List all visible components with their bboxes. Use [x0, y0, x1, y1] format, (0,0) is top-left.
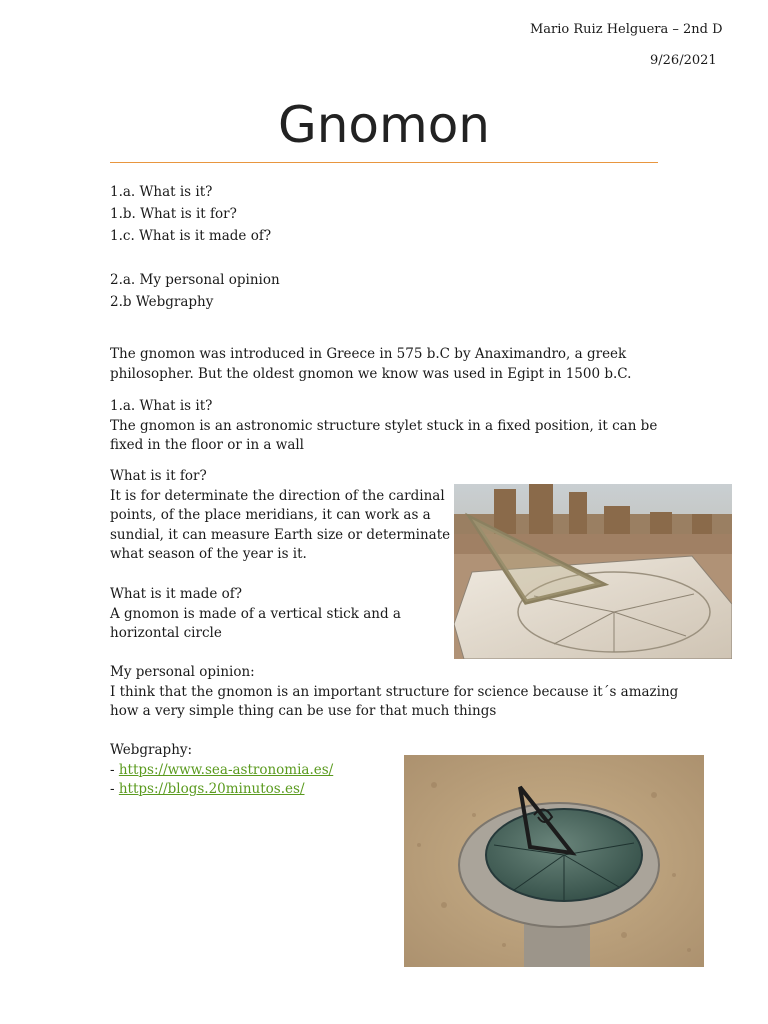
index-item-2b: 2.b Webgraphy — [110, 294, 214, 310]
section-what-is-it — [110, 397, 657, 456]
intro-line: philosopher. But the oldest gnomon we know was used in Egipt in 1500 b.C. — [110, 365, 632, 382]
intro-paragraph — [110, 345, 631, 384]
bullet: - — [110, 761, 119, 778]
index-item-1a: 1.a. What is it? — [110, 184, 213, 200]
title-underline — [110, 162, 658, 163]
intro-line: The gnomon was introduced in Greece in 575 b.C by Anaximandro, a greek — [110, 346, 627, 362]
section-line: A gnomon is made of a vertical stick and a — [110, 605, 401, 622]
section-line: The gnomon is an astronomic structure stylet stuck in a fixed position, it can be — [110, 417, 658, 434]
sundial-castle-photo — [454, 484, 732, 659]
index-group-1 — [110, 181, 271, 247]
date: 9/26/2021 — [650, 53, 717, 68]
index-item-2a: 2.a. My personal opinion — [110, 272, 280, 288]
index-item-1b: 1.b. What is it for? — [110, 206, 237, 222]
section-what-is-it-for — [110, 467, 450, 565]
section-line: points, of the place meridians, it can work as a — [110, 507, 431, 524]
section-heading: Webgraphy: — [110, 742, 193, 758]
section-heading: My personal opinion: — [110, 664, 255, 680]
index-item-1c: 1.c. What is it made of? — [110, 228, 272, 244]
section-line: fixed in the floor or in a wall — [110, 437, 305, 454]
index-group-2 — [110, 269, 280, 313]
section-heading: What is it for? — [110, 468, 207, 484]
section-made-of — [110, 585, 401, 644]
section-line: I think that the gnomon is an important structure for science because it´s amazing — [110, 683, 679, 700]
webgraphy-item — [110, 761, 333, 781]
sundial-pedestal-photo — [404, 755, 704, 967]
author-line: Mario Ruiz Helguera – 2nd D — [530, 22, 723, 37]
section-line: how a very simple thing can be use for that much things — [110, 703, 497, 720]
bullet: - — [110, 781, 119, 798]
link-20minutos[interactable]: https://blogs.20minutos.es/ — [118, 781, 305, 798]
section-line: horizontal circle — [110, 625, 222, 642]
section-personal-opinion — [110, 663, 678, 722]
section-line: sundial, it can measure Earth size or determinate — [110, 526, 451, 543]
page-title: Gnomon — [277, 96, 490, 154]
section-webgraphy — [110, 741, 333, 800]
section-heading: 1.a. What is it? — [110, 398, 213, 414]
section-heading: What is it made of? — [110, 586, 243, 602]
section-line: what season of the year is it. — [110, 546, 307, 563]
webgraphy-item — [110, 780, 333, 800]
section-line: It is for determinate the direction of the cardinal — [110, 487, 445, 504]
link-sea-astronomia[interactable]: https://www.sea-astronomia.es/ — [118, 761, 334, 778]
